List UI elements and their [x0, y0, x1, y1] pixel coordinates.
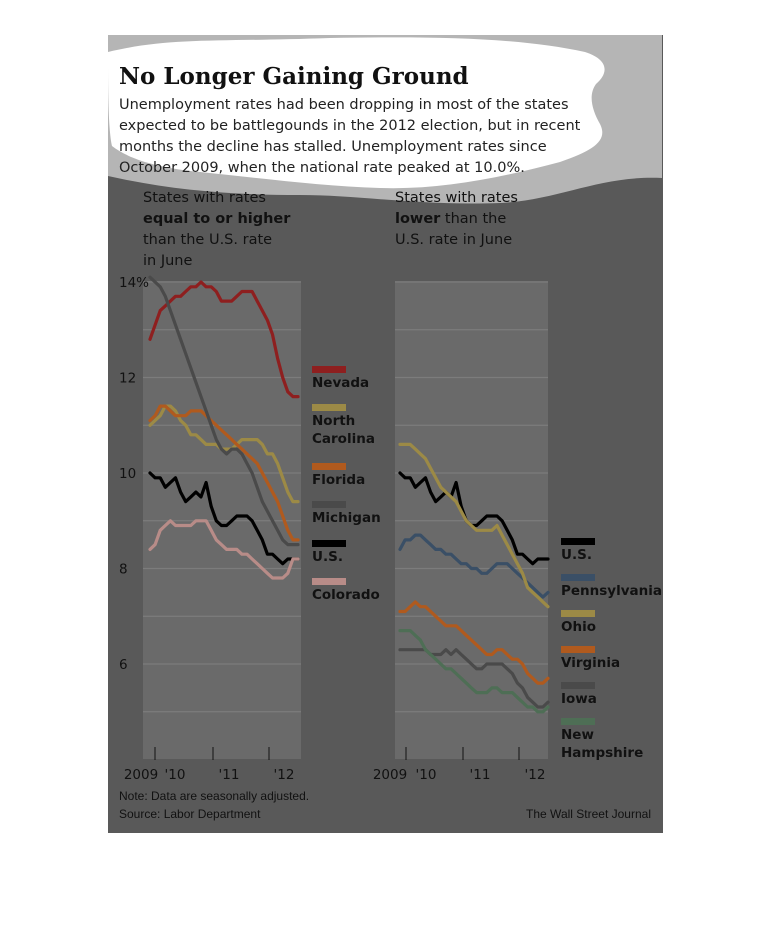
y-tick-label: 10	[119, 466, 137, 482]
x-tick-label: '12	[273, 767, 295, 783]
legend-swatch	[561, 574, 595, 581]
right-panel-heading-2: lower than the	[395, 211, 507, 227]
legend-swatch	[561, 538, 595, 545]
legend-swatch	[312, 463, 346, 470]
x-tick-label: '10	[415, 767, 437, 783]
subtitle-line-1: Unemployment rates had been dropping in most of the states	[119, 97, 569, 113]
legend-swatch	[312, 578, 346, 585]
y-tick-label: 8	[119, 561, 128, 578]
legend-label: Iowa	[561, 691, 597, 707]
legend-swatch	[312, 404, 346, 411]
legend-swatch	[561, 718, 595, 725]
legend-label: New	[561, 727, 594, 743]
subtitle-line-3: months the decline has stalled. Unemployment rates since	[119, 139, 547, 155]
legend-label: Carolina	[312, 431, 375, 447]
legend-label: Nevada	[312, 375, 370, 391]
left-panel-heading-2: equal to or higher	[143, 211, 291, 227]
legend-swatch	[312, 501, 346, 508]
left-panel-heading-4: in June	[143, 253, 193, 269]
legend-label: Ohio	[561, 619, 596, 635]
x-tick-label: 2009	[123, 767, 159, 783]
right-panel-heading-1: States with rates	[395, 190, 518, 206]
right-panel-heading-3: U.S. rate in June	[395, 232, 513, 248]
legend-label: Florida	[312, 472, 366, 488]
y-tick-label: 14%	[119, 275, 150, 291]
legend-label: Virginia	[561, 655, 621, 671]
x-tick-label: '11	[218, 767, 240, 783]
left-panel-heading-1: States with rates	[143, 190, 266, 206]
legend-swatch	[312, 540, 346, 547]
footer-source: Source: Labor Department	[119, 807, 261, 821]
subtitle-line-2: expected to be battlegounds in the 2012 election, but in recent	[119, 118, 581, 134]
legend-label: Pennsylvania	[561, 583, 662, 599]
legend-swatch	[561, 610, 595, 617]
subtitle-line-4: October 2009, when the national rate peaked at 10.0%.	[119, 160, 525, 176]
legend-label: U.S.	[561, 547, 592, 563]
chart-title: No Longer Gaining Ground	[119, 63, 469, 90]
legend-label: North	[312, 413, 356, 429]
footer-credit: The Wall Street Journal	[526, 807, 651, 821]
legend-label: U.S.	[312, 549, 343, 565]
footer-note: Note: Data are seasonally adjusted.	[119, 789, 310, 803]
left-panel-heading-3: than the U.S. rate	[143, 232, 273, 248]
legend-label: Colorado	[312, 587, 380, 603]
x-tick-label: '10	[164, 767, 186, 783]
legend-swatch	[561, 682, 595, 689]
y-tick-label: 6	[119, 657, 128, 673]
legend-label: Hampshire	[561, 745, 644, 761]
legend-swatch	[312, 366, 346, 373]
legend-swatch	[561, 646, 595, 653]
y-tick-label: 12	[119, 370, 137, 387]
legend-label: Michigan	[312, 510, 381, 526]
x-tick-label: '11	[469, 767, 491, 783]
x-tick-label: 2009	[372, 767, 408, 783]
x-tick-label: '12	[524, 767, 546, 783]
